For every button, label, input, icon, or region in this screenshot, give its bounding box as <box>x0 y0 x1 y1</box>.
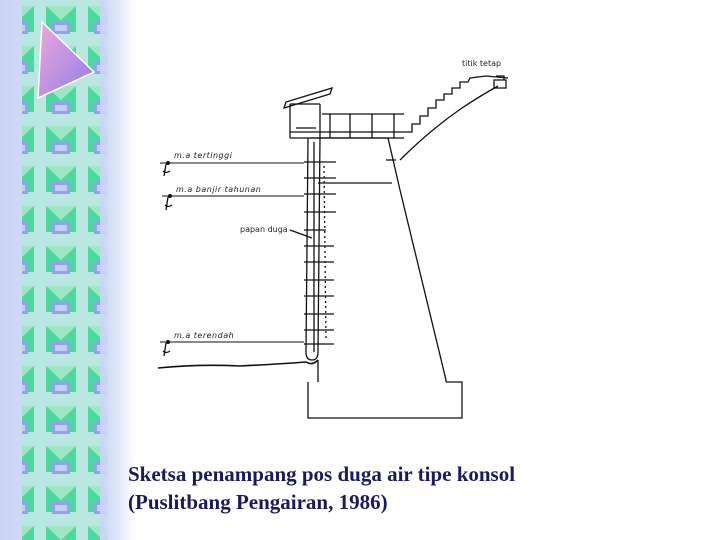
caption-line-2: (Puslitbang Pengairan, 1986) <box>128 490 388 514</box>
gauge-staff <box>306 138 320 360</box>
staircase <box>404 76 508 132</box>
figure-caption <box>128 460 688 516</box>
foundation-block <box>308 382 462 418</box>
label-titik-tetap: titik tetap <box>462 59 502 68</box>
label-papan-duga: papan duga <box>240 225 288 234</box>
abutment-body <box>310 138 446 382</box>
label-ma-banjir-tahunan: m.a banjir tahunan <box>176 185 262 194</box>
label-ma-tertinggi: m.a tertinggi <box>174 151 233 160</box>
shelter-house <box>290 104 320 138</box>
caption-line-1: Sketsa penampang pos duga air tipe konsol <box>128 462 516 486</box>
river-bed <box>158 360 318 368</box>
label-ma-terendah: m.a terendah <box>174 331 235 340</box>
